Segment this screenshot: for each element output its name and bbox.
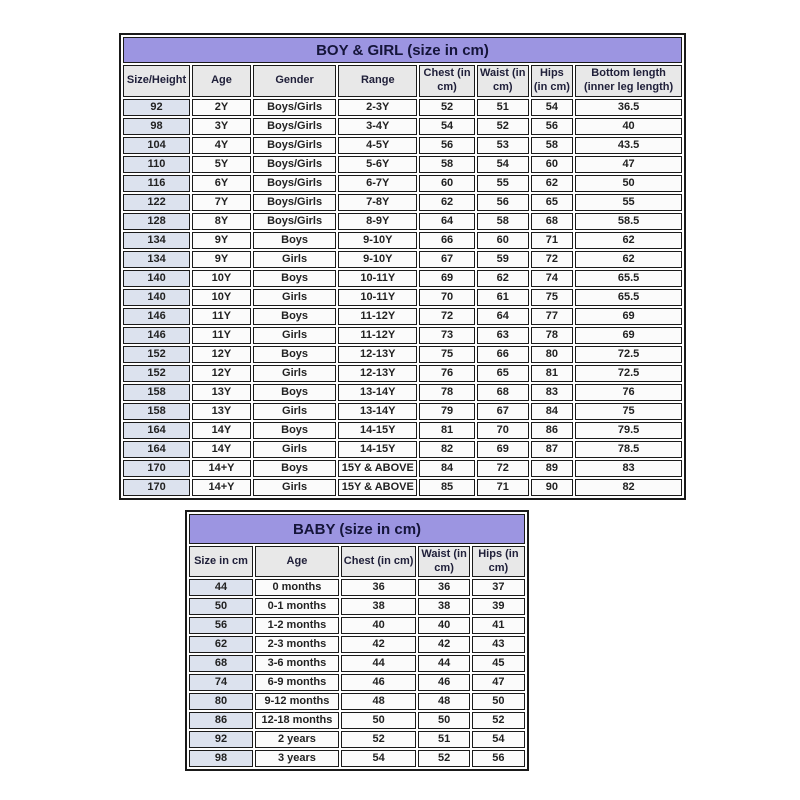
size-cell: 134 — [123, 251, 190, 268]
data-cell: 50 — [575, 175, 682, 192]
table-row — [123, 232, 682, 249]
data-cell: 69 — [419, 270, 475, 287]
data-cell: 74 — [531, 270, 574, 287]
table-row — [123, 327, 682, 344]
data-cell: 71 — [477, 479, 529, 496]
data-cell: 4-5Y — [338, 137, 417, 154]
data-cell: 62 — [575, 251, 682, 268]
data-cell: Boys — [253, 346, 336, 363]
data-cell: Boys — [253, 422, 336, 439]
data-cell: 47 — [575, 156, 682, 173]
baby-title-row — [189, 514, 525, 544]
data-cell: 72.5 — [575, 346, 682, 363]
data-cell: 44 — [418, 655, 469, 672]
table-row — [123, 308, 682, 325]
column-header: Gender — [253, 65, 336, 97]
data-cell: 13Y — [192, 403, 251, 420]
data-cell: 68 — [477, 384, 529, 401]
baby-header-row — [189, 546, 525, 577]
data-cell: Girls — [253, 251, 336, 268]
data-cell: 52 — [419, 99, 475, 116]
table-row — [189, 693, 525, 710]
data-cell: 62 — [419, 194, 475, 211]
data-cell: 36.5 — [575, 99, 682, 116]
data-cell: Boys/Girls — [253, 99, 336, 116]
table-row — [189, 674, 525, 691]
data-cell: 54 — [477, 156, 529, 173]
data-cell: 8-9Y — [338, 213, 417, 230]
size-cell: 152 — [123, 346, 190, 363]
size-cell: 92 — [189, 731, 253, 748]
size-cell: 68 — [189, 655, 253, 672]
data-cell: 52 — [418, 750, 469, 767]
data-cell: 9-10Y — [338, 232, 417, 249]
data-cell: 39 — [472, 598, 525, 615]
data-cell: 72 — [419, 308, 475, 325]
data-cell: Boys/Girls — [253, 137, 336, 154]
data-cell: 4Y — [192, 137, 251, 154]
column-header: Hips (in cm) — [472, 546, 525, 577]
size-cell: 116 — [123, 175, 190, 192]
column-header: Waist (in cm) — [477, 65, 529, 97]
data-cell: 7Y — [192, 194, 251, 211]
size-cell: 98 — [123, 118, 190, 135]
size-cell: 104 — [123, 137, 190, 154]
data-cell: 79.5 — [575, 422, 682, 439]
data-cell: 71 — [531, 232, 574, 249]
data-cell: 6Y — [192, 175, 251, 192]
data-cell: Girls — [253, 479, 336, 496]
data-cell: 60 — [419, 175, 475, 192]
data-cell: 46 — [418, 674, 469, 691]
data-cell: 6-9 months — [255, 674, 339, 691]
table-row — [123, 479, 682, 496]
table-row — [123, 194, 682, 211]
data-cell: 87 — [531, 441, 574, 458]
data-cell: 7-8Y — [338, 194, 417, 211]
data-cell: 0 months — [255, 579, 339, 596]
table-row — [123, 346, 682, 363]
size-cell: 110 — [123, 156, 190, 173]
data-cell: 82 — [575, 479, 682, 496]
data-cell: 37 — [472, 579, 525, 596]
data-cell: 43 — [472, 636, 525, 653]
boy-girl-title-row — [123, 37, 682, 63]
data-cell: 75 — [419, 346, 475, 363]
data-cell: 11-12Y — [338, 327, 417, 344]
baby-size-table — [185, 510, 529, 771]
size-cell: 134 — [123, 232, 190, 249]
data-cell: 65.5 — [575, 289, 682, 306]
data-cell: 54 — [419, 118, 475, 135]
data-cell: 11-12Y — [338, 308, 417, 325]
size-cell: 62 — [189, 636, 253, 653]
size-cell: 56 — [189, 617, 253, 634]
data-cell: 70 — [477, 422, 529, 439]
size-cell: 92 — [123, 99, 190, 116]
size-cell: 164 — [123, 441, 190, 458]
data-cell: 76 — [419, 365, 475, 382]
size-cell: 152 — [123, 365, 190, 382]
data-cell: 76 — [575, 384, 682, 401]
table-row — [123, 422, 682, 439]
column-header: Size/Height — [123, 65, 190, 97]
data-cell: 10-11Y — [338, 289, 417, 306]
table-row — [123, 156, 682, 173]
data-cell: 83 — [575, 460, 682, 477]
column-header: Hips (in cm) — [531, 65, 574, 97]
data-cell: Girls — [253, 441, 336, 458]
boy-girl-header-row — [123, 65, 682, 97]
column-header: Age — [192, 65, 251, 97]
data-cell: 64 — [477, 308, 529, 325]
data-cell: 41 — [472, 617, 525, 634]
data-cell: 81 — [419, 422, 475, 439]
data-cell: 42 — [341, 636, 416, 653]
data-cell: 14Y — [192, 422, 251, 439]
table-row — [123, 270, 682, 287]
data-cell: Boys/Girls — [253, 118, 336, 135]
table-row — [189, 655, 525, 672]
data-cell: 40 — [341, 617, 416, 634]
data-cell: 56 — [472, 750, 525, 767]
column-header: Size in cm — [189, 546, 253, 577]
size-cell: 146 — [123, 327, 190, 344]
boy-girl-table-body — [123, 99, 682, 496]
data-cell: 83 — [531, 384, 574, 401]
data-cell: 9-10Y — [338, 251, 417, 268]
data-cell: 72.5 — [575, 365, 682, 382]
data-cell: Boys — [253, 232, 336, 249]
data-cell: 56 — [477, 194, 529, 211]
data-cell: Boys — [253, 270, 336, 287]
size-cell: 170 — [123, 479, 190, 496]
data-cell: 44 — [341, 655, 416, 672]
data-cell: 60 — [531, 156, 574, 173]
data-cell: 2 years — [255, 731, 339, 748]
data-cell: 69 — [575, 308, 682, 325]
data-cell: 48 — [341, 693, 416, 710]
data-cell: 60 — [477, 232, 529, 249]
data-cell: 9Y — [192, 232, 251, 249]
data-cell: 51 — [477, 99, 529, 116]
data-cell: Girls — [253, 327, 336, 344]
data-cell: 38 — [341, 598, 416, 615]
data-cell: 50 — [341, 712, 416, 729]
data-cell: 13-14Y — [338, 403, 417, 420]
table-row — [123, 175, 682, 192]
data-cell: 58 — [531, 137, 574, 154]
data-cell: 55 — [575, 194, 682, 211]
data-cell: 2-3 months — [255, 636, 339, 653]
data-cell: 9Y — [192, 251, 251, 268]
data-cell: 69 — [575, 327, 682, 344]
data-cell: 3 years — [255, 750, 339, 767]
data-cell: 14-15Y — [338, 422, 417, 439]
data-cell: 65 — [477, 365, 529, 382]
data-cell: 3-6 months — [255, 655, 339, 672]
data-cell: 43.5 — [575, 137, 682, 154]
data-cell: 10-11Y — [338, 270, 417, 287]
data-cell: Girls — [253, 289, 336, 306]
table-row — [123, 137, 682, 154]
size-cell: 44 — [189, 579, 253, 596]
data-cell: 52 — [472, 712, 525, 729]
data-cell: 68 — [531, 213, 574, 230]
data-cell: 67 — [477, 403, 529, 420]
data-cell: 89 — [531, 460, 574, 477]
table-row — [189, 617, 525, 634]
data-cell: 14+Y — [192, 460, 251, 477]
data-cell: 59 — [477, 251, 529, 268]
column-header: Bottom length (inner leg length) — [575, 65, 682, 97]
data-cell: 40 — [575, 118, 682, 135]
data-cell: 45 — [472, 655, 525, 672]
data-cell: 9-12 months — [255, 693, 339, 710]
data-cell: 65 — [531, 194, 574, 211]
data-cell: 48 — [418, 693, 469, 710]
size-cell: 146 — [123, 308, 190, 325]
boy-girl-size-table — [119, 33, 686, 500]
data-cell: Boys/Girls — [253, 194, 336, 211]
data-cell: 80 — [531, 346, 574, 363]
data-cell: Boys — [253, 308, 336, 325]
table-row — [189, 731, 525, 748]
data-cell: 36 — [418, 579, 469, 596]
data-cell: 12Y — [192, 365, 251, 382]
data-cell: 3-4Y — [338, 118, 417, 135]
table-row — [189, 598, 525, 615]
data-cell: 70 — [419, 289, 475, 306]
data-cell: 61 — [477, 289, 529, 306]
data-cell: 12-13Y — [338, 346, 417, 363]
data-cell: 3Y — [192, 118, 251, 135]
table-row — [123, 213, 682, 230]
data-cell: 52 — [341, 731, 416, 748]
table-row — [123, 251, 682, 268]
data-cell: 10Y — [192, 270, 251, 287]
table-row — [189, 750, 525, 767]
data-cell: 67 — [419, 251, 475, 268]
baby-table-body — [189, 579, 525, 767]
data-cell: 13Y — [192, 384, 251, 401]
data-cell: 77 — [531, 308, 574, 325]
data-cell: 72 — [531, 251, 574, 268]
data-cell: 12-13Y — [338, 365, 417, 382]
data-cell: 52 — [477, 118, 529, 135]
data-cell: 63 — [477, 327, 529, 344]
data-cell: 50 — [472, 693, 525, 710]
table-row — [123, 403, 682, 420]
data-cell: 62 — [531, 175, 574, 192]
size-cell: 80 — [189, 693, 253, 710]
data-cell: 78.5 — [575, 441, 682, 458]
size-cell: 74 — [189, 674, 253, 691]
data-cell: 84 — [531, 403, 574, 420]
data-cell: 14-15Y — [338, 441, 417, 458]
data-cell: 36 — [341, 579, 416, 596]
table-row — [123, 99, 682, 116]
data-cell: 78 — [531, 327, 574, 344]
data-cell: 72 — [477, 460, 529, 477]
data-cell: 66 — [477, 346, 529, 363]
table-row — [123, 118, 682, 135]
table-row — [123, 441, 682, 458]
column-header: Chest (in cm) — [341, 546, 416, 577]
data-cell: 90 — [531, 479, 574, 496]
data-cell: 55 — [477, 175, 529, 192]
data-cell: 51 — [418, 731, 469, 748]
column-header: Range — [338, 65, 417, 97]
data-cell: 40 — [418, 617, 469, 634]
table-row — [189, 636, 525, 653]
data-cell: Boys/Girls — [253, 175, 336, 192]
size-cell: 122 — [123, 194, 190, 211]
data-cell: 6-7Y — [338, 175, 417, 192]
data-cell: Girls — [253, 403, 336, 420]
data-cell: 84 — [419, 460, 475, 477]
table-row — [123, 289, 682, 306]
data-cell: 64 — [419, 213, 475, 230]
data-cell: 62 — [477, 270, 529, 287]
data-cell: 0-1 months — [255, 598, 339, 615]
data-cell: 53 — [477, 137, 529, 154]
table-row — [189, 712, 525, 729]
size-cell: 128 — [123, 213, 190, 230]
data-cell: 54 — [341, 750, 416, 767]
data-cell: 11Y — [192, 308, 251, 325]
data-cell: 42 — [418, 636, 469, 653]
data-cell: 5Y — [192, 156, 251, 173]
data-cell: 38 — [418, 598, 469, 615]
data-cell: 2Y — [192, 99, 251, 116]
data-cell: Boys/Girls — [253, 213, 336, 230]
data-cell: 14+Y — [192, 479, 251, 496]
data-cell: 58.5 — [575, 213, 682, 230]
table-row — [123, 365, 682, 382]
data-cell: 78 — [419, 384, 475, 401]
data-cell: 75 — [531, 289, 574, 306]
size-cell: 50 — [189, 598, 253, 615]
baby-table-title: BABY (size in cm) — [189, 514, 525, 544]
data-cell: 73 — [419, 327, 475, 344]
size-cell: 86 — [189, 712, 253, 729]
data-cell: 79 — [419, 403, 475, 420]
data-cell: 58 — [477, 213, 529, 230]
data-cell: 69 — [477, 441, 529, 458]
data-cell: 75 — [575, 403, 682, 420]
data-cell: 11Y — [192, 327, 251, 344]
data-cell: Boys/Girls — [253, 156, 336, 173]
data-cell: 15Y & ABOVE — [338, 479, 417, 496]
column-header: Age — [255, 546, 339, 577]
data-cell: 14Y — [192, 441, 251, 458]
boy-girl-table-title: BOY & GIRL (size in cm) — [123, 37, 682, 63]
size-cell: 98 — [189, 750, 253, 767]
data-cell: 2-3Y — [338, 99, 417, 116]
data-cell: 58 — [419, 156, 475, 173]
data-cell: 85 — [419, 479, 475, 496]
size-cell: 164 — [123, 422, 190, 439]
data-cell: Boys — [253, 460, 336, 477]
data-cell: 5-6Y — [338, 156, 417, 173]
data-cell: 46 — [341, 674, 416, 691]
data-cell: 81 — [531, 365, 574, 382]
data-cell: 10Y — [192, 289, 251, 306]
data-cell: 15Y & ABOVE — [338, 460, 417, 477]
data-cell: Girls — [253, 365, 336, 382]
data-cell: 56 — [531, 118, 574, 135]
table-row — [123, 460, 682, 477]
size-cell: 170 — [123, 460, 190, 477]
size-cell: 140 — [123, 289, 190, 306]
column-header: Chest (in cm) — [419, 65, 475, 97]
table-row — [189, 579, 525, 596]
table-row — [123, 384, 682, 401]
data-cell: Boys — [253, 384, 336, 401]
size-cell: 140 — [123, 270, 190, 287]
data-cell: 56 — [419, 137, 475, 154]
data-cell: 13-14Y — [338, 384, 417, 401]
data-cell: 62 — [575, 232, 682, 249]
data-cell: 54 — [531, 99, 574, 116]
data-cell: 47 — [472, 674, 525, 691]
data-cell: 8Y — [192, 213, 251, 230]
data-cell: 65.5 — [575, 270, 682, 287]
size-cell: 158 — [123, 403, 190, 420]
data-cell: 12Y — [192, 346, 251, 363]
data-cell: 82 — [419, 441, 475, 458]
column-header: Waist (in cm) — [418, 546, 469, 577]
data-cell: 1-2 months — [255, 617, 339, 634]
data-cell: 66 — [419, 232, 475, 249]
data-cell: 86 — [531, 422, 574, 439]
size-cell: 158 — [123, 384, 190, 401]
data-cell: 12-18 months — [255, 712, 339, 729]
data-cell: 54 — [472, 731, 525, 748]
data-cell: 50 — [418, 712, 469, 729]
